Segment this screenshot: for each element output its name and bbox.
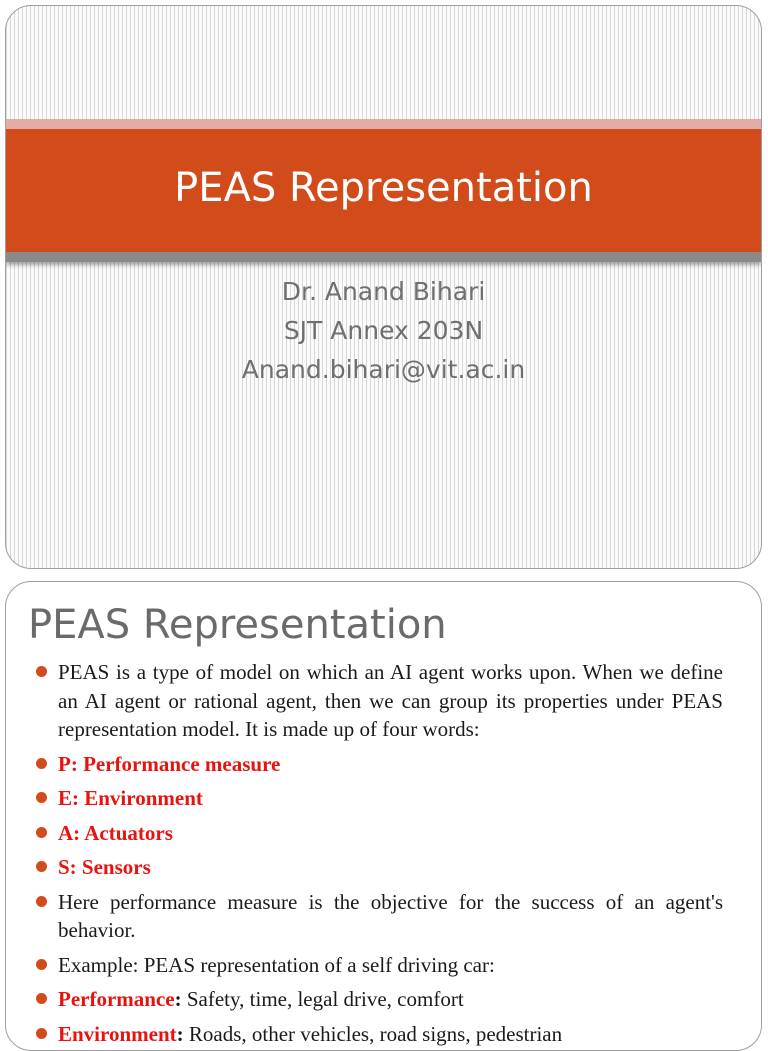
item-text: Here performance measure is the objective for the success of an agent's behavior.: [58, 889, 723, 942]
item-colon: :: [174, 987, 182, 1011]
list-item: [58, 951, 723, 980]
title-band-bottom-stripe: [6, 252, 761, 262]
author-email: Anand.bihari@vit.ac.in: [241, 355, 526, 384]
bullet-list: [6, 658, 762, 1051]
bullet-dot-icon: [36, 758, 47, 769]
slide-title: PEAS Representation: [174, 165, 593, 211]
content-slide: [5, 581, 762, 1051]
item-text: A: Actuators: [58, 820, 173, 845]
bullet-dot-icon: [36, 861, 47, 872]
item-colon: :: [176, 1021, 184, 1046]
list-item: [58, 888, 723, 945]
item-text: P: Performance measure: [58, 751, 281, 776]
slide-subtitle: [6, 272, 761, 389]
author-office: SJT Annex 203N: [283, 316, 484, 345]
bullet-dot-icon: [36, 792, 47, 803]
bullet-dot-icon: [36, 959, 47, 970]
list-item: [58, 750, 723, 779]
bullet-dot-icon: [36, 993, 47, 1004]
item-text: Safety, time, legal drive, comfort: [181, 987, 464, 1011]
list-item: [58, 784, 723, 813]
item-label: Performance: [58, 987, 175, 1011]
author-name: Dr. Anand Bihari: [281, 277, 486, 306]
bullet-dot-icon: [36, 896, 47, 907]
title-band-top-stripe: [6, 119, 761, 129]
bullet-dot-icon: [36, 827, 47, 838]
list-item: [58, 658, 723, 744]
bullet-dot-icon: [36, 666, 47, 677]
item-text: Roads, other vehicles, road signs, pedestrian: [183, 1021, 563, 1046]
list-item: [58, 985, 723, 1014]
list-item: [58, 819, 723, 848]
item-text: PEAS is a type of model on which an AI agent works upon. When we define an AI agent or rational agent, then we can group its properties under PEAS representation model. It is made up of four words:: [58, 660, 723, 741]
title-slide: [5, 5, 762, 569]
item-text: Example: PEAS representation of a self driving car:: [58, 952, 495, 977]
item-text: S: Sensors: [58, 855, 151, 879]
list-item: [58, 853, 723, 882]
content-slide-title: PEAS Representation: [28, 602, 447, 648]
bullet-dot-icon: [36, 1028, 47, 1039]
item-label: Environment: [58, 1021, 177, 1046]
item-text: E: Environment: [58, 786, 203, 810]
